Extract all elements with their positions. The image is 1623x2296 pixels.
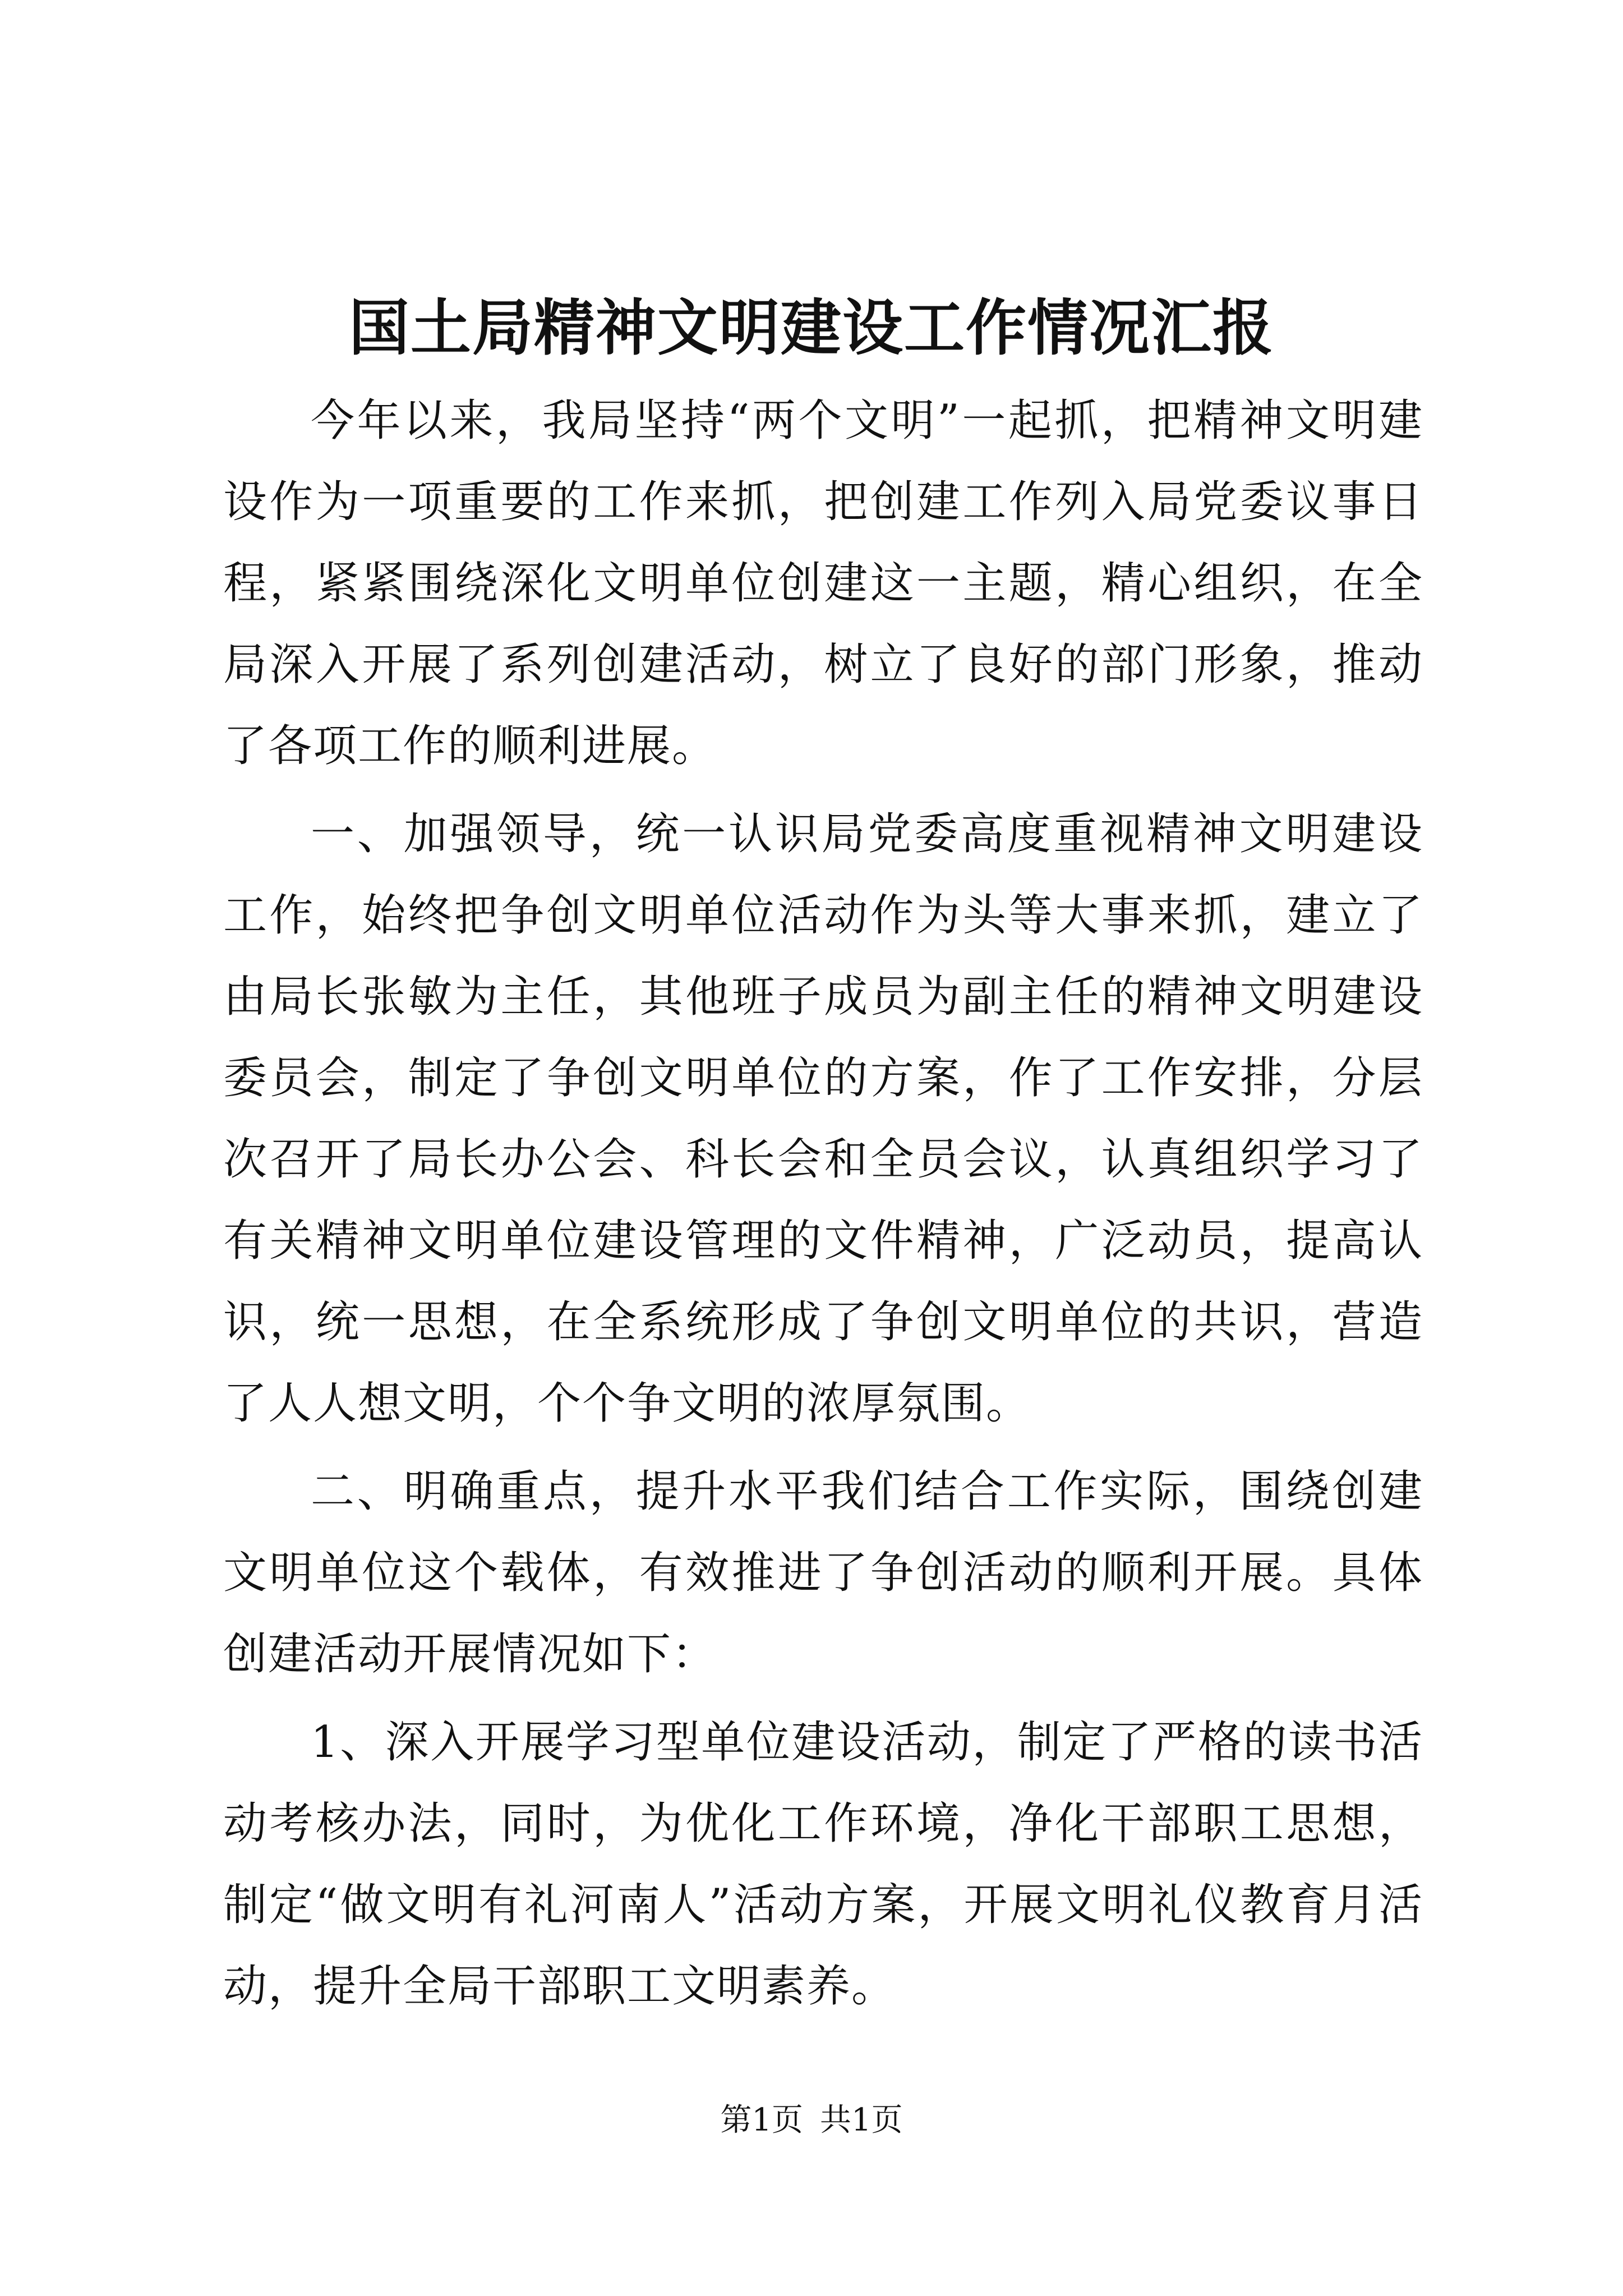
document-body <box>223 380 1423 2034</box>
page-number-current: 第1页 <box>720 2102 803 2138</box>
page-number-total: 共1页 <box>820 2102 903 2138</box>
paragraph-section-2: 二、明确重点，提升水平我们结合工作实际，围绕创建文明单位这个载体，有效推进了争创活动的顺利开展。具体创建活动开展情况如下： <box>223 1466 1423 1680</box>
document-title: 国土局精神文明建设工作情况汇报 <box>348 293 1274 364</box>
paragraph-intro: 今年以来，我局坚持“两个文明”一起抓，把精神文明建设作为一项重要的工作来抓，把创建工作列入局党委议事日程，紧紧围绕深化文明单位创建这一主题，精心组织，在全局深入开展了系列创建活动，树立了良好的部门形象，推动了各项工作的顺利进展。 <box>223 395 1423 771</box>
paragraph-section-1: 一、加强领导，统一认识局党委高度重视精神文明建设工作，始终把争创文明单位活动作为头等大事来抓，建立了由局长张敏为主任，其他班子成员为副主任的精神文明建设委员会，制定了争创文明单位的方案，作了工作安排，分层次召开了局长办公会、科长会和全员会议，认真组织学习了有关精神文明单位建设管理的文件精神，广泛动员，提高认识，统一思想，在全系统形成了争创文明单位的共识，营造了人人想文明，个个争文明的浓厚氛围。 <box>223 809 1423 1429</box>
paragraph-item-1: 1、深入开展学习型单位建设活动，制定了严格的读书活动考核办法，同时，为优化工作环境，净化干部职工思想，制定“做文明有礼河南人”活动方案，开展文明礼仪教育月活动，提升全局干部职工文明素养。 <box>223 1717 1423 2012</box>
page-footer <box>0 2098 1623 2143</box>
